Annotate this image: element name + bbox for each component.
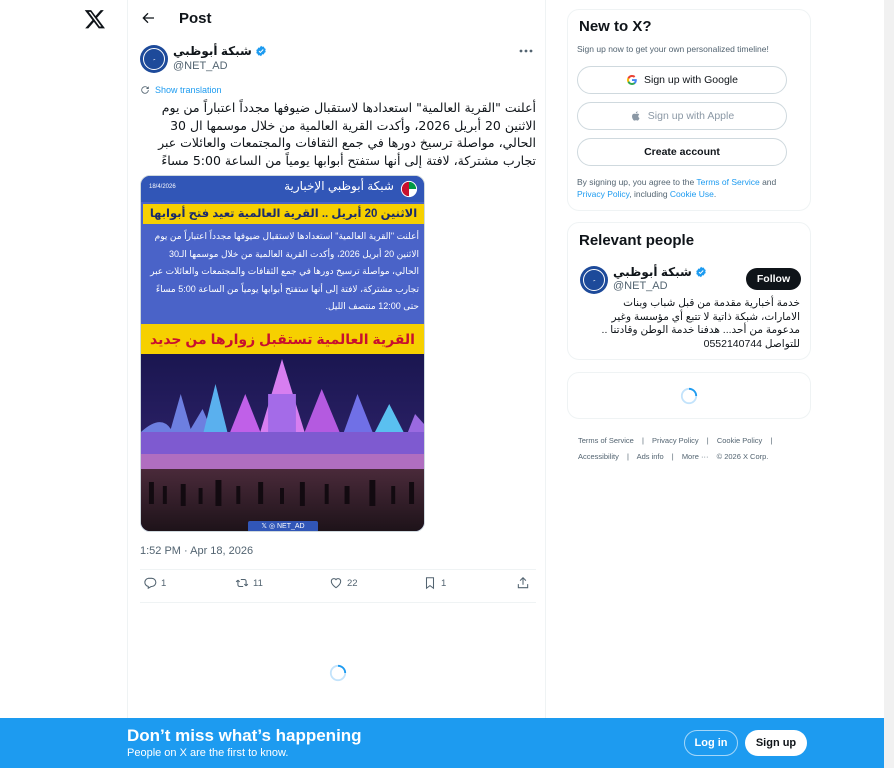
apple-signup-label: Sign up with Apple — [647, 110, 735, 122]
author-name-text: شبكة أبوظبي — [173, 44, 252, 58]
footer-separator: | — [671, 452, 674, 461]
post-text: أعلنت "القرية العالمية" استعدادها لاستقبال ضيوفها مجدداً اعتباراً من يوم الاثنين 20 أبريل 2026، وأكدت القرية العالمية من خلال موسمها ال 30 الحالي، مواصلة ترسيخ دورها في جمع الثقافات والمجتمعات والعائلات عبر تجارب مشتركة، لافتة إلى أنها ستفتح أبوابها يومياً من الساعة 5:00 مساءً — [158, 100, 536, 168]
author-handle[interactable]: @NET_AD — [173, 60, 228, 72]
repost-icon — [235, 576, 249, 590]
share-icon — [516, 576, 530, 590]
divider — [140, 569, 536, 570]
post-image[interactable] — [140, 175, 425, 532]
terms-text: By signing up, you agree to the — [577, 177, 697, 187]
loading-spinner-icon — [329, 664, 347, 682]
footer-separator: | — [641, 436, 644, 445]
loading-spinner-icon — [680, 387, 698, 405]
repost-button[interactable] — [235, 576, 263, 590]
relevant-name[interactable] — [613, 265, 707, 279]
trends-loading-card — [567, 372, 811, 419]
relevant-name-text: شبكة أبوظبي — [613, 265, 692, 279]
divider — [140, 602, 536, 603]
reply-button[interactable] — [143, 576, 166, 590]
verified-badge-icon — [255, 45, 267, 57]
footer-more-link[interactable]: More ··· — [681, 452, 709, 461]
create-account-label: Create account — [644, 146, 720, 158]
x-logo-icon[interactable] — [84, 8, 106, 30]
footer-separator: | — [770, 436, 773, 445]
apple-icon — [630, 110, 642, 122]
heart-icon — [329, 576, 343, 590]
reply-count: 1 — [161, 577, 167, 589]
relevant-bio: خدمة أخبارية مقدمة من قبل شباب وبنات الامارات، شبكة ذاتية لا تتبع أي مؤسسة وغير مدعومة من أحد... هدفنا خدمة الوطن وقادتنا .. للتواصل 0552140744 — [601, 297, 800, 350]
new-to-x-subtitle: Sign up now to get your own personalized timeline! — [577, 44, 769, 54]
share-button[interactable] — [516, 576, 530, 590]
translate-icon — [140, 85, 150, 95]
relevant-avatar[interactable] — [580, 266, 608, 294]
post-timestamp[interactable]: 1:52 PM · Apr 18, 2026 — [140, 545, 254, 557]
reply-icon — [143, 576, 157, 590]
relevant-handle[interactable]: @NET_AD — [613, 280, 668, 292]
privacy-policy-link[interactable]: Privacy Policy — [577, 188, 630, 199]
left-nav — [0, 0, 127, 768]
footer-separator: | — [706, 436, 709, 445]
page-scrollbar[interactable] — [884, 0, 894, 768]
banner-subtitle: People on X are the first to know. — [127, 747, 289, 759]
main-column — [127, 0, 546, 768]
new-to-x-card — [567, 9, 811, 211]
global-village-night-photo — [141, 354, 424, 532]
top-bar — [128, 0, 545, 38]
image-handle-tag: 𝕏 ◎ NET_AD — [248, 521, 318, 532]
terms-text: . — [713, 188, 717, 199]
show-translation-link[interactable] — [140, 85, 222, 95]
image-headline: الاثنين 20 أبريل .. القرية العالمية تعيد فتح أبوابها — [143, 204, 424, 224]
author-name[interactable] — [173, 44, 267, 58]
like-button[interactable] — [329, 576, 358, 590]
create-account-button[interactable] — [577, 138, 787, 166]
repost-count: 11 — [253, 577, 263, 589]
bookmark-icon — [423, 576, 437, 590]
footer-accessibility-link[interactable]: Accessibility — [578, 452, 619, 461]
terms-text: and — [759, 177, 777, 187]
arrow-left-icon[interactable] — [140, 10, 156, 26]
terms-text: , including — [629, 188, 670, 199]
verified-badge-icon — [695, 266, 707, 278]
apple-signup-button[interactable] — [577, 102, 787, 130]
image-banner-text: القرية العالمية تستقبل زوارها من جديد — [141, 324, 424, 354]
google-signup-label: Sign up with Google — [644, 74, 738, 86]
banner-title: Don’t miss what’s happening — [127, 726, 362, 745]
relevant-people-title: Relevant people — [579, 232, 695, 249]
login-banner — [0, 718, 884, 768]
signup-button[interactable]: Sign up — [745, 730, 807, 756]
footer-copyright: © 2026 X Corp. — [716, 452, 769, 461]
new-to-x-title: New to X? — [579, 18, 652, 35]
terms-of-service-link[interactable]: Terms of Service — [696, 177, 760, 187]
more-options-icon[interactable] — [519, 47, 533, 55]
image-header — [141, 176, 424, 202]
image-date: 18/4/2026 — [149, 184, 176, 190]
footer-cookie-link[interactable]: Cookie Policy — [716, 436, 763, 445]
avatar-logo-icon: ﮧ — [583, 269, 605, 291]
bookmark-count: 1 — [441, 577, 447, 589]
image-body-text: أعلنت "القرية العالمية" استعدادها لاستقبال ضيوفها مجدداً اعتباراً من يوم الاثنين 20 أبريل 2026، وأكدت القرية العالمية من خلال موسمها الـ30 الحالي، مواصلة ترسيخ دورها في جمع الثقافات والمجتمعات والعائلات عبر تجارب مشتركة، لافتة إلى أنها ستفتح أبوابها يومياً من الساعة 5:00 مساءً حتى 12:00 منتصف الليل. — [150, 231, 419, 311]
bookmark-button[interactable] — [423, 576, 446, 590]
footer-privacy-link[interactable]: Privacy Policy — [652, 436, 699, 445]
google-signup-button[interactable] — [577, 66, 787, 94]
globe-logo-icon — [400, 180, 418, 198]
post-actions — [140, 576, 536, 598]
page-title: Post — [179, 10, 212, 27]
avatar[interactable] — [140, 45, 168, 73]
footer-terms-link[interactable]: Terms of Service — [578, 436, 634, 445]
footer-separator: | — [626, 452, 629, 461]
signup-terms — [577, 177, 805, 200]
google-icon — [626, 74, 638, 86]
follow-button[interactable]: Follow — [746, 268, 801, 290]
footer-links — [578, 433, 808, 465]
avatar-logo-icon: ﮧ — [143, 48, 165, 70]
login-button[interactable]: Log in — [684, 730, 738, 756]
show-translation-label: Show translation — [155, 85, 222, 95]
image-brand: شبكة أبوظبي الإخبارية — [284, 179, 394, 193]
like-count: 22 — [347, 577, 358, 589]
relevant-people-card — [567, 222, 811, 360]
footer-ads-link[interactable]: Ads info — [636, 452, 664, 461]
cookie-use-link[interactable]: Cookie Use — [669, 188, 714, 199]
